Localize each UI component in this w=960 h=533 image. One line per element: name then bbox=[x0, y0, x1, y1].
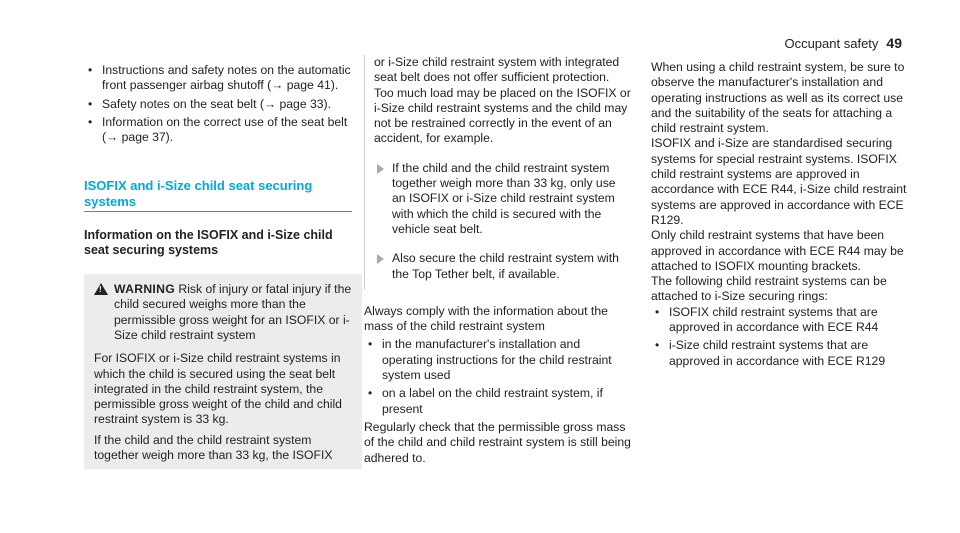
warning-word: WARNING bbox=[114, 282, 176, 297]
list-item: • ISOFIX child restraint systems that are approved in accordance with ECE R44 bbox=[651, 305, 915, 336]
warning-continuation bbox=[364, 55, 632, 290]
warning-triangle-icon: ! bbox=[94, 283, 108, 295]
warning-head-text: Risk of injury or fatal injury if the child secured weighs more than the permissible gross weight for an ISOFIX or i-Size child restraint system bbox=[114, 282, 352, 342]
warning-continuation-text: or i-Size child restraint system with integrated seat belt does not offer sufficient protection. Too much load may be placed on the ISOFIX or i-Size child restraint systems and the child may not be restrained correctly in the event of an accident, for example. bbox=[374, 55, 631, 146]
sub-title: Information on the ISOFIX and i-Size child seat securing systems bbox=[84, 228, 333, 258]
warning-header bbox=[94, 282, 352, 343]
list-item: • in the manufacturer's installation and operating instructions for the child restraint system used bbox=[364, 337, 632, 383]
warning-box bbox=[84, 274, 362, 469]
page-header bbox=[784, 36, 902, 51]
paragraph: When using a child restraint system, be sure to observe the manufacturer's installation and operating instructions as well as its correct use and the suitability of the seats for attaching a child restraint system. bbox=[651, 60, 905, 136]
warning-paragraph: For ISOFIX or i-Size child restraint systems in which the child is secured using the seat belt integrated in the child restraint system, the permissible gross weight of the child and child restraint system is 33 kg. bbox=[94, 351, 342, 427]
header-section-title: Occupant safety bbox=[784, 36, 879, 51]
paragraph: Always comply with the information about the mass of the child restraint system bbox=[364, 303, 608, 334]
column-1 bbox=[84, 63, 352, 469]
page-number: 49 bbox=[886, 35, 902, 51]
paragraph: Only child restraint systems that have been approved in accordance with ECE R44 may be attached to ISOFIX mounting brackets. bbox=[651, 228, 904, 273]
list-item: • i-Size child restraint systems that are approved in accordance with ECE R129 bbox=[651, 338, 915, 369]
paragraph: The following child restraint systems can be attached to i-Size securing rings: bbox=[651, 274, 887, 304]
list-item: • Instructions and safety notes on the automatic front passenger airbag shutoff (→ page 41). bbox=[84, 63, 352, 94]
paragraph: ISOFIX and i-Size are standardised securing systems for special restraint systems. ISOFIX child restraint systems are approved in accordance with ECE R44, i-Size child restraint systems are approved in accordance with ECE R129. bbox=[651, 136, 907, 227]
column-2 bbox=[364, 55, 632, 466]
list-item: • on a label on the child restraint system, if present bbox=[364, 386, 632, 417]
instruction-step: If the child and the child restraint system together weigh more than 33 kg, only use an ISOFIX or i-Size child restraint system with which the child is secured with the vehicle seat belt. bbox=[374, 161, 632, 237]
list-item: • Safety notes on the seat belt (→ page 33). bbox=[84, 97, 352, 112]
warning-body bbox=[94, 351, 352, 463]
instruction-step: Also secure the child restraint system with the Top Tether belt, if available. bbox=[374, 251, 632, 282]
paragraph: Regularly check that the permissible gross mass of the child and child restraint system is still being adhered to. bbox=[364, 419, 631, 465]
warning-paragraph: If the child and the child restraint system together weigh more than 33 kg, the ISOFIX bbox=[94, 432, 333, 463]
column-3 bbox=[651, 60, 915, 372]
list-item: • Information on the correct use of the seat belt (→ page 37). bbox=[84, 115, 352, 146]
section-title: ISOFIX and i-Size child seat securing systems bbox=[84, 178, 352, 212]
